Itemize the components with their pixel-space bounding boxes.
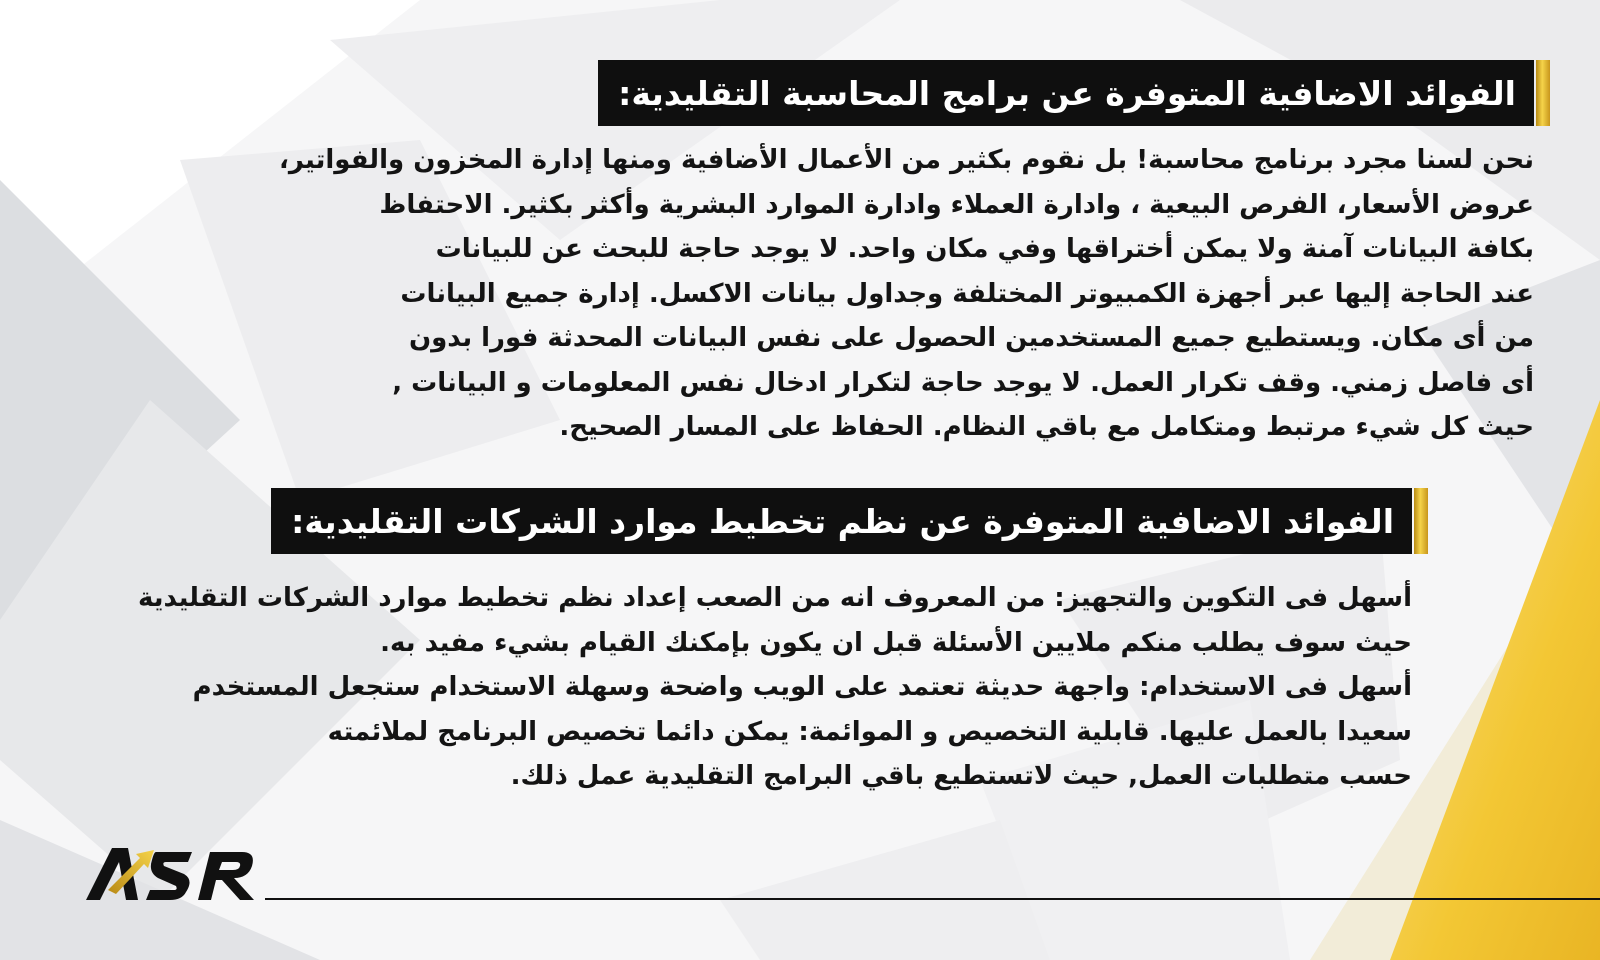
section2-heading-block xyxy=(271,488,1428,554)
section2-paragraph xyxy=(138,576,1412,799)
paragraph-line: أسهل فى الاستخدام: واجهة حديثة تعتمد على الويب واضحة وسهلة الاستخدام ستجعل المستخدم xyxy=(192,672,1412,702)
paragraph-line: أسهل فى التكوين والتجهيز: من المعروف انه من الصعب إعداد نظم تخطيط موارد الشركات التقليدية xyxy=(138,583,1412,613)
paragraph-line: عند الحاجة إليها عبر أجهزة الكمبيوتر المختلفة وجداول بيانات الاكسل. إدارة جميع البيانات xyxy=(400,278,1534,309)
section2-heading: الفوائد الاضافية المتوفرة عن نظم تخطيط موارد الشركات التقليدية: xyxy=(271,488,1412,554)
gold-accent-bar xyxy=(1536,60,1550,126)
asr-logo xyxy=(86,840,261,902)
section1-heading: الفوائد الاضافية المتوفرة عن برامج المحاسبة التقليدية: xyxy=(598,60,1534,126)
paragraph-line: نحن لسنا مجرد برنامج محاسبة! بل نقوم بكثير من الأعمال الأضافية ومنها إدارة المخزون والفواتير، xyxy=(278,145,1534,175)
paragraph-line: حسب متطلبات العمل, حيث لاتستطيع باقي البرامج التقليدية عمل ذلك. xyxy=(510,761,1412,791)
paragraph-line: حيث سوف يطلب منكم ملايين الأسئلة قبل ان يكون بإمكنك القيام بشيء مفيد به. xyxy=(380,627,1412,658)
gold-accent-bar xyxy=(1414,488,1428,554)
section1-heading-block xyxy=(598,60,1550,126)
paragraph-line: حيث كل شيء مرتبط ومتكامل مع باقي النظام. الحفاظ على المسار الصحيح. xyxy=(559,412,1534,442)
paragraph-line: أى فاصل زمني. وقف تكرار العمل. لا يوجد حاجة لتكرار ادخال نفس المعلومات و البيانات , xyxy=(392,367,1534,398)
paragraph-line: عروض الأسعار، الفرص البيعية ، وادارة العملاء وادارة الموارد البشرية وأكثر بكثير. الاحتفاظ xyxy=(379,189,1534,220)
footer-rule xyxy=(265,898,1600,900)
section1-paragraph xyxy=(279,138,1534,450)
paragraph-line: سعيدا بالعمل عليها. قابلية التخصيص و الموائمة: يمكن دائما تخصيص البرنامج لملائمته xyxy=(327,716,1412,747)
paragraph-line: بكافة البيانات آمنة ولا يمكن أختراقها وفي مكان واحد. لا يوجد حاجة للبحث عن للبيانات xyxy=(435,234,1534,264)
paragraph-line: من أى مكان. ويستطيع جميع المستخدمين الحصول على نفس البيانات المحدثة فورا بدون xyxy=(408,323,1534,353)
